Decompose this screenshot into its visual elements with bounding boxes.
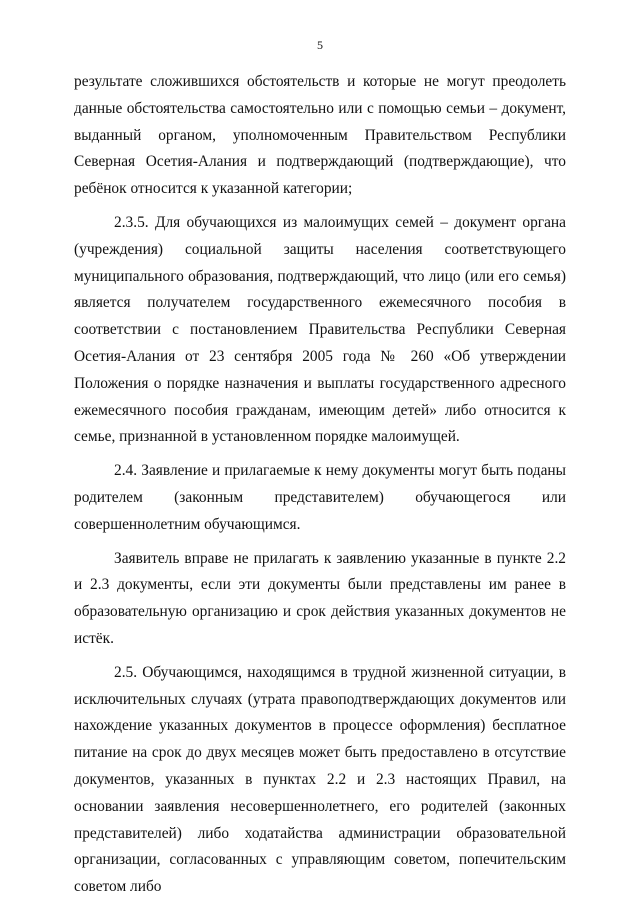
paragraph-2-4: 2.4. Заявление и прилагаемые к нему документы могут быть поданы родителем (законным представителем) обучающегося или совершеннолетним обучающимся. [74,462,566,533]
page-number: 5 [317,38,323,52]
paragraph-continuation: результате сложившихся обстоятельств и которые не могут преодолеть данные обстоятельства самостоятельно или с помощью семьи – документ, выданный органом, уполномоченным Правительством Республики Северная Осетия-Алания и подтверждающий (подтверждающие), что ребёнок относится к указанной категории; [74,73,566,198]
paragraph-2-5: 2.5. Обучающимся, находящимся в трудной жизненной ситуации, в исключительных случаях (утрата правоподтверждающих документов или нахождение указанных документов в процессе оформления) бесплатное питание на срок до двух месяцев может быть предоставлено в отсутствие документов, указанных в пунктах 2.2 и 2.3 настоящих Правил, на основании заявления несовершеннолетнего, его родителей (законных представителей) либо ходатайства администрации образовательной организации, согласованных с управляющим советом, попечительским советом либо [74,663,566,896]
document-body [74,69,566,908]
paragraph-applicant-right: Заявитель вправе не прилагать к заявлению указанные в пункте 2.2 и 2.3 документы, если эти документы были представлены им ранее в образовательную организацию и срок действия указанных документов не истёк. [74,549,566,647]
paragraph-2-3-5: 2.3.5. Для обучающихся из малоимущих семей – документ органа (учреждения) социальной защиты населения соответствующего муниципального образования, подтверждающий, что лицо (или его семья) является получателем государственного ежемесячного пособия в соответствии с постановлением Правительства Республики Северная Осетия-Алания от 23 сентября 2005 года № 260 «Об утверждении Положения о порядке назначения и выплаты государственного адресного ежемесячного пособия гражданам, имеющим детей» либо относится к семье, признанной в установленном порядке малоимущей. [74,213,566,446]
